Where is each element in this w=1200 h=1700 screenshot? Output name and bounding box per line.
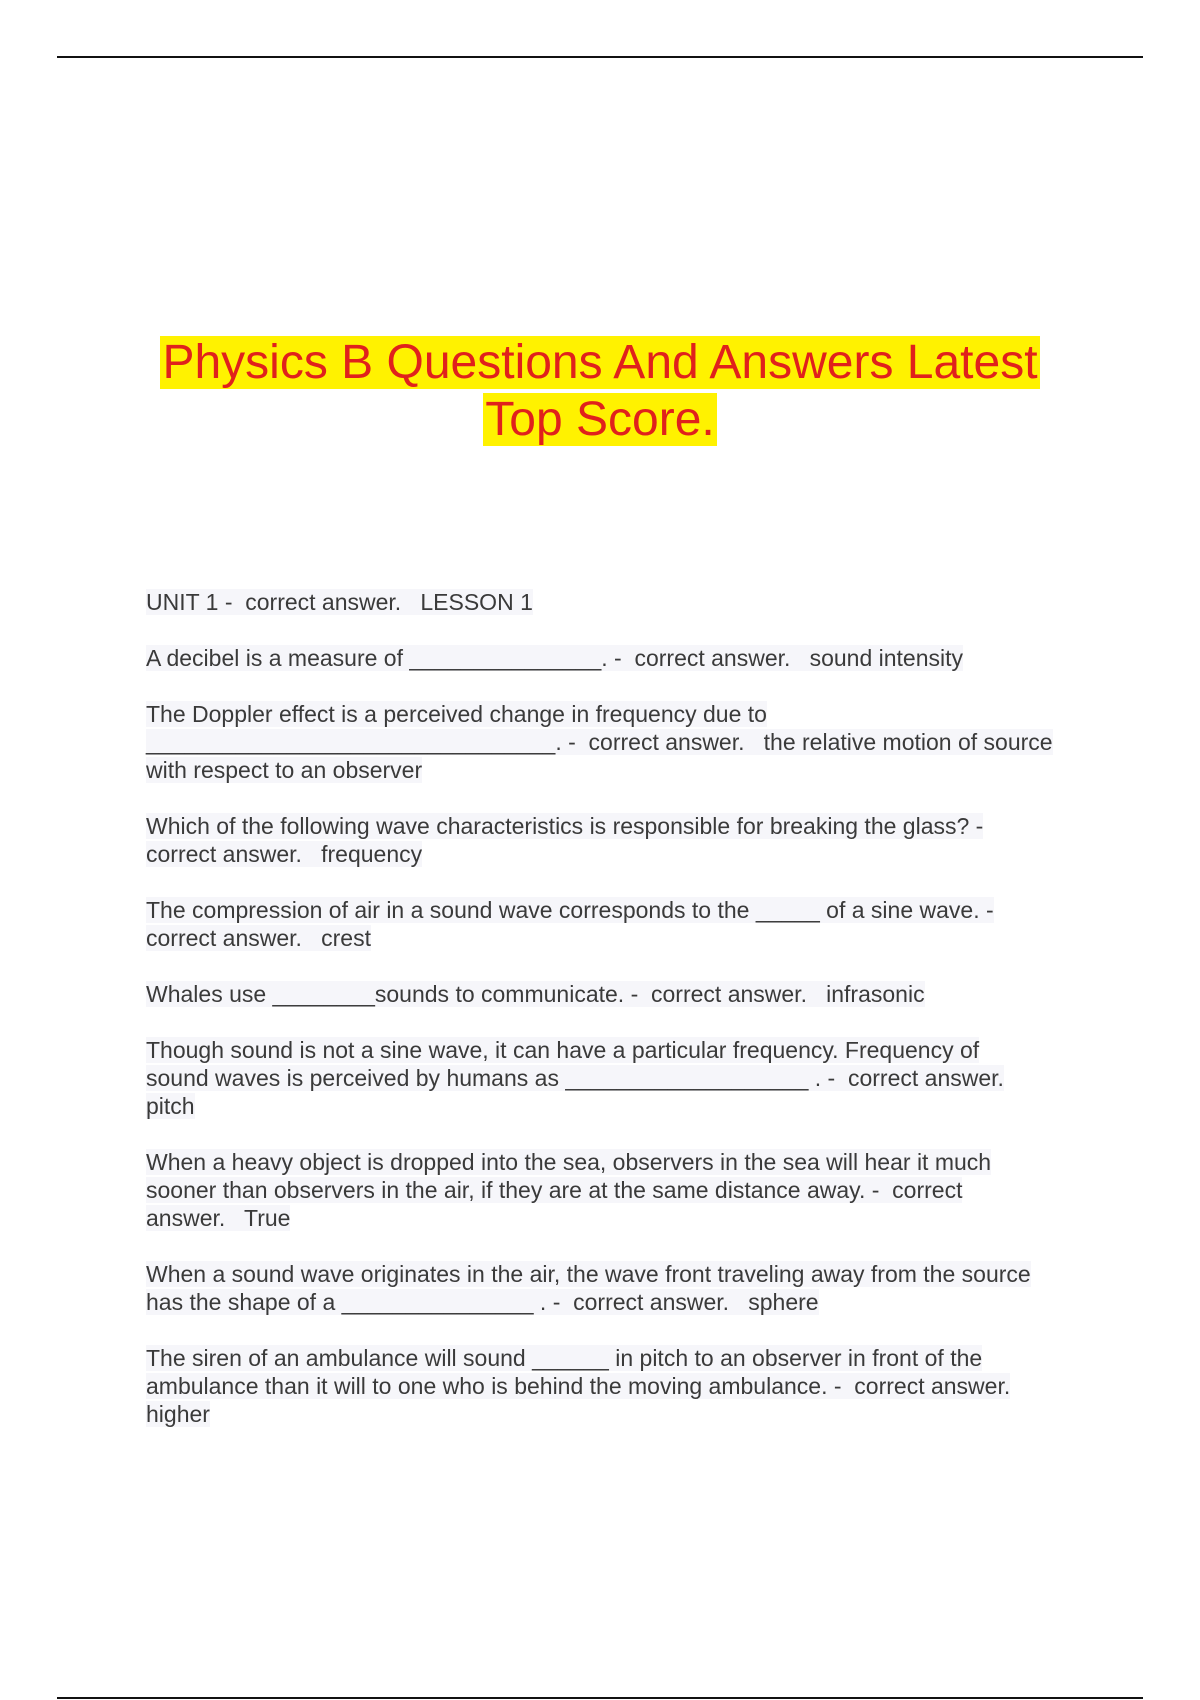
qa-item: [146, 1148, 1086, 1232]
qa-item-line: [146, 1400, 1086, 1428]
qa-line-text: correct answer. crest: [146, 925, 371, 951]
qa-line-text: higher: [146, 1401, 210, 1427]
qa-item: [146, 644, 1086, 672]
qa-item-line: [146, 1260, 1086, 1288]
qa-item-line: [146, 1372, 1086, 1400]
qa-item: [146, 700, 1086, 784]
qa-line-text: has the shape of a _______________ . - correct answer. sphere: [146, 1289, 819, 1315]
qa-item-line: [146, 812, 1086, 840]
qa-line-text: with respect to an observer: [146, 757, 423, 783]
qa-item-line: [146, 728, 1086, 756]
qa-item-line: [146, 1092, 1086, 1120]
qa-item: [146, 1260, 1086, 1316]
qa-item-line: [146, 896, 1086, 924]
qa-line-text: The Doppler effect is a perceived change in frequency due to: [146, 701, 767, 727]
qa-line-text: The siren of an ambulance will sound ______ in pitch to an observer in front of the: [146, 1345, 983, 1371]
qa-line-text: Though sound is not a sine wave, it can have a particular frequency. Frequency of: [146, 1037, 980, 1063]
title-line-2: Top Score.: [485, 393, 715, 446]
qa-item-line: [146, 700, 1086, 728]
qa-item-line: [146, 980, 1086, 1008]
qa-line-text: When a sound wave originates in the air, the wave front traveling away from the source: [146, 1261, 1031, 1287]
top-rule: [57, 56, 1143, 58]
qa-item-line: [146, 1204, 1086, 1232]
qa-line-text: The compression of air in a sound wave corresponds to the _____ of a sine wave. -: [146, 897, 994, 923]
qa-item-line: [146, 1036, 1086, 1064]
qa-item: [146, 588, 1086, 616]
qa-line-text: sooner than observers in the air, if they are at the same distance away. - correct: [146, 1177, 963, 1203]
qa-line-text: Which of the following wave characteristics is responsible for breaking the glass? -: [146, 813, 984, 839]
qa-item-line: [146, 924, 1086, 952]
bottom-rule: [57, 1697, 1143, 1699]
qa-item-line: [146, 644, 1086, 672]
qa-line-text: answer. True: [146, 1205, 291, 1231]
qa-line-text: Whales use ________sounds to communicate. - correct answer. infrasonic: [146, 981, 925, 1007]
qa-line-text: sound waves is perceived by humans as ___________________ . - correct answer.: [146, 1065, 1004, 1091]
qa-item-line: [146, 1148, 1086, 1176]
qa-line-text: ________________________________. - correct answer. the relative motion of source: [146, 729, 1053, 755]
qa-line-text: ambulance than it will to one who is behind the moving ambulance. - correct answer.: [146, 1373, 1011, 1399]
qa-list: [146, 588, 1086, 1456]
title-line-1: Physics B Questions And Answers Latest: [162, 336, 1038, 389]
qa-item-line: [146, 588, 1086, 616]
qa-item: [146, 1036, 1086, 1120]
qa-item: [146, 1344, 1086, 1428]
qa-item-line: [146, 1176, 1086, 1204]
qa-line-text: A decibel is a measure of _______________. - correct answer. sound intensity: [146, 645, 964, 671]
qa-item: [146, 896, 1086, 952]
document-title: [0, 334, 1200, 448]
qa-item: [146, 980, 1086, 1008]
qa-line-text: pitch: [146, 1093, 195, 1119]
qa-item: [146, 812, 1086, 868]
qa-line-text: When a heavy object is dropped into the sea, observers in the sea will hear it much: [146, 1149, 992, 1175]
qa-line-text: UNIT 1 - correct answer. LESSON 1: [146, 589, 533, 615]
qa-line-text: correct answer. frequency: [146, 841, 423, 867]
qa-item-line: [146, 840, 1086, 868]
qa-item-line: [146, 756, 1086, 784]
qa-item-line: [146, 1344, 1086, 1372]
qa-item-line: [146, 1064, 1086, 1092]
qa-item-line: [146, 1288, 1086, 1316]
